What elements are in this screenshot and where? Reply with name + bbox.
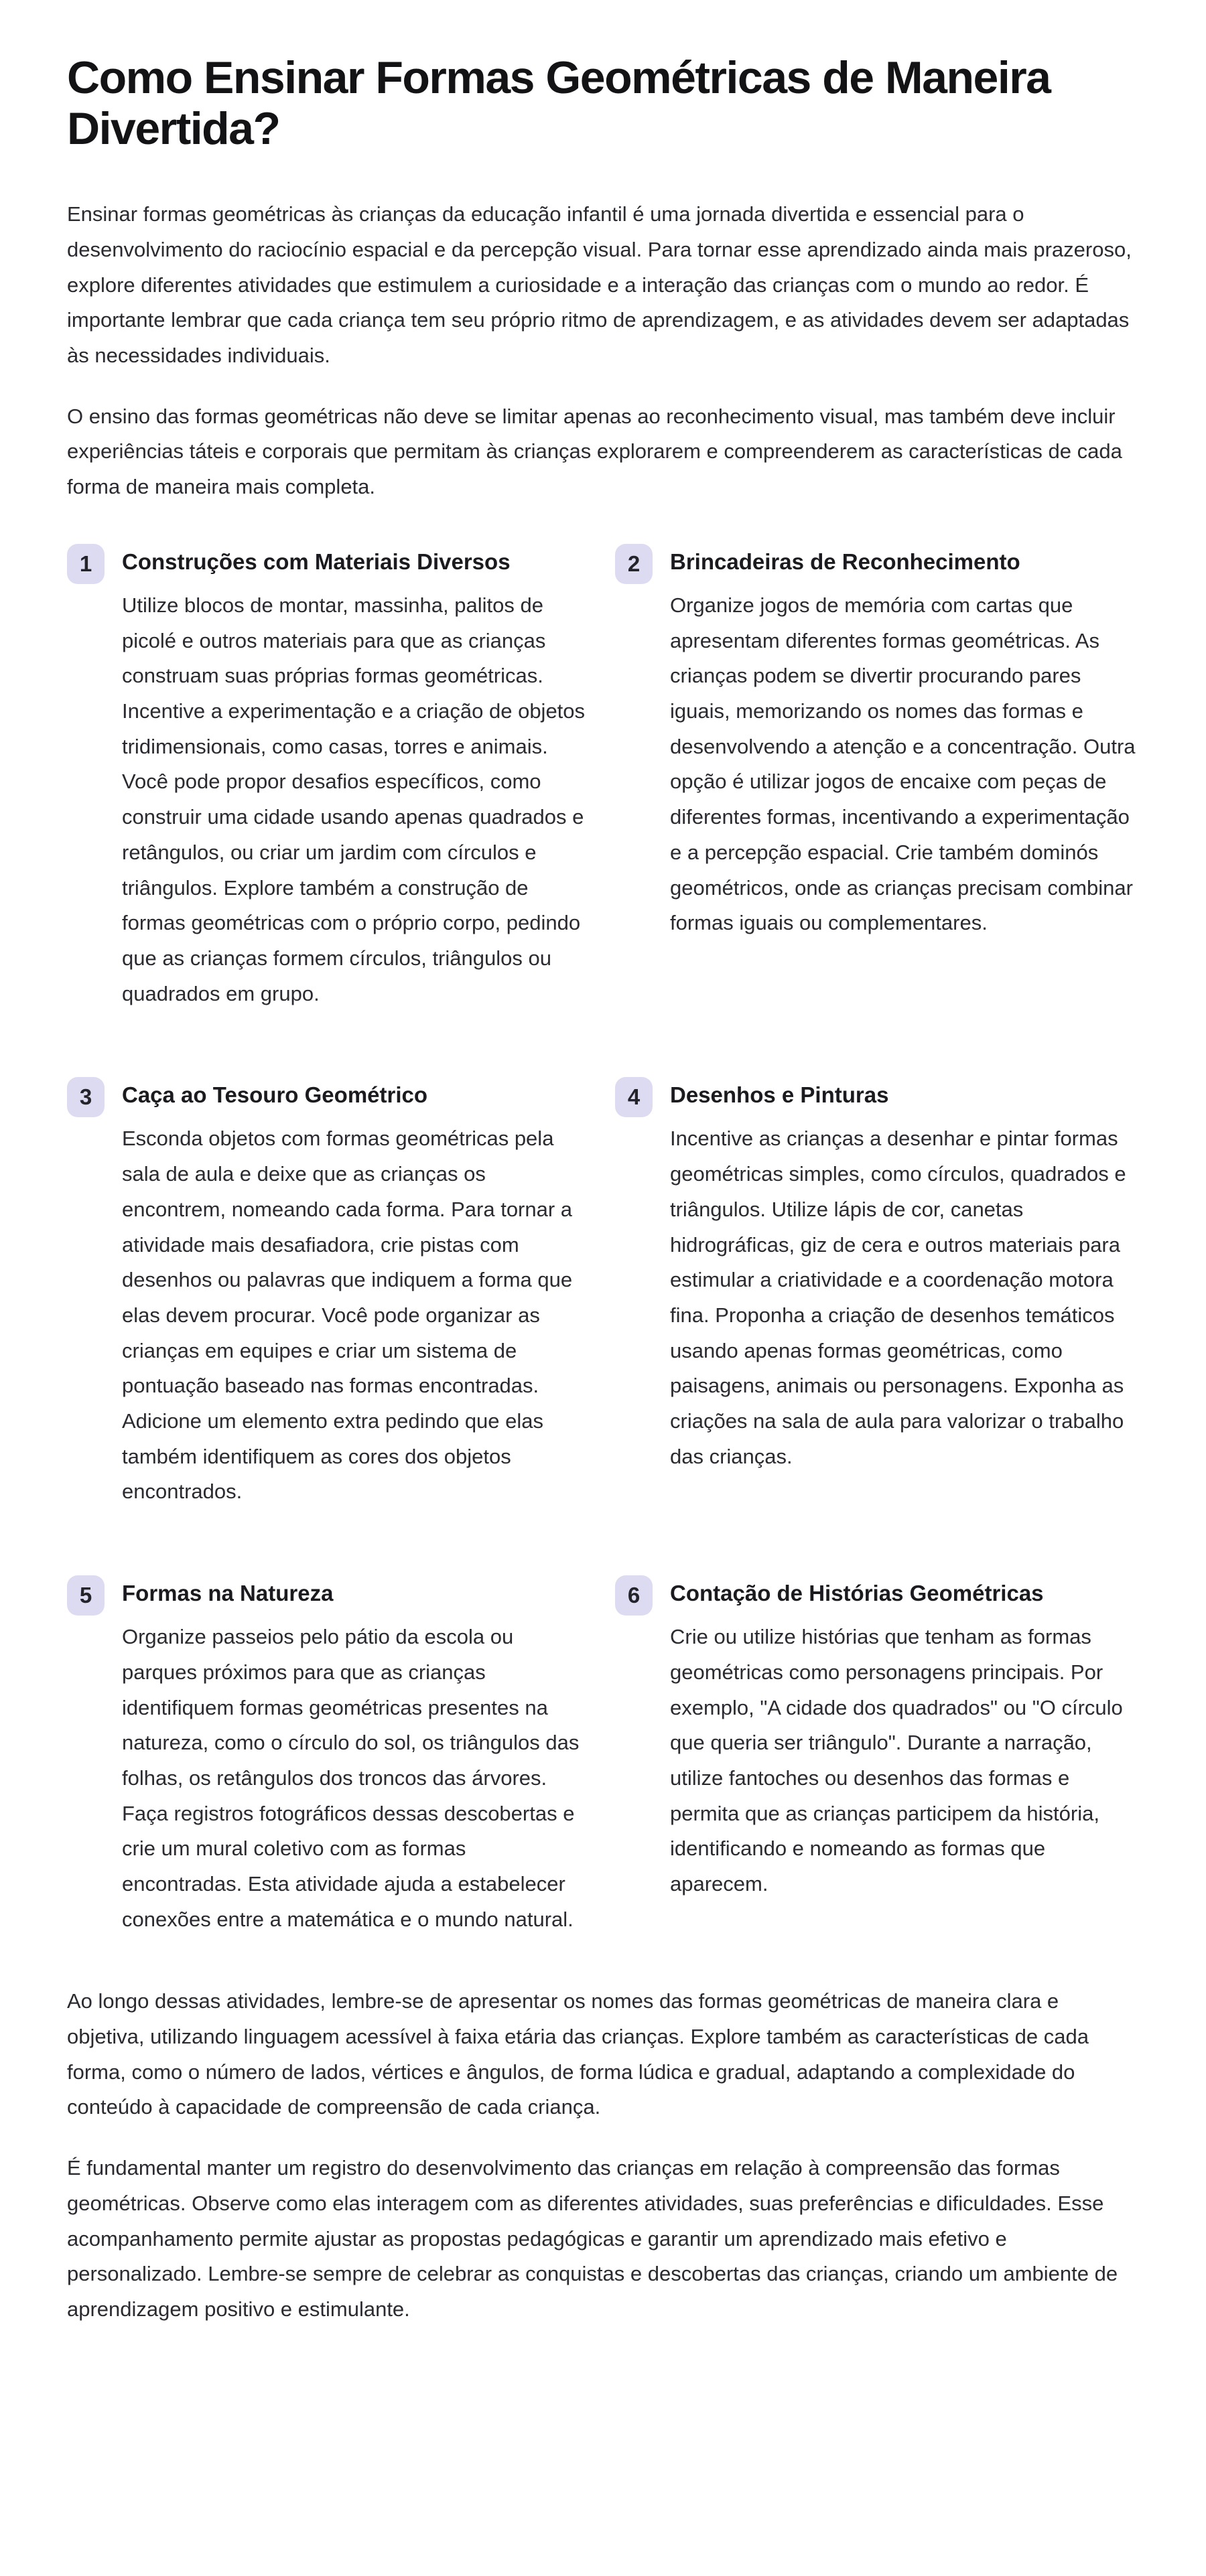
closing-section [67, 1984, 1139, 2327]
activity-item-3 [67, 1076, 591, 1510]
item-content [122, 1574, 591, 1937]
activity-item-1 [67, 543, 591, 1011]
activity-item-2 [615, 543, 1139, 1011]
item-body: Incentive as crianças a desenhar e pintar formas geométricas simples, como círculos, quadrados e triângulos. Utilize lápis de cor, canetas hidrográficas, giz de cera e outros materiais para estimular a criatividade e a coordenação motora fina. Proponha a criação de desenhos temáticos usando apenas formas geométricas, como paisagens, animais ou personagens. Exponha as criações na sala de aula para valorizar o trabalho das crianças. [670, 1127, 1126, 1468]
item-number: 6 [627, 1583, 641, 1607]
item-number-badge [615, 1575, 653, 1616]
outro-paragraph-1: Ao longo dessas atividades, lembre-se de apresentar os nomes das formas geométricas de maneira clara e objetiva, utilizando linguagem acessível à faixa etária das crianças. Explore também as características de cada forma, como o número de lados, vértices e ângulos, de forma lúdica e gradual, adaptando a complexidade do conteúdo à capacidade de compreensão de cada criança. [67, 1989, 1089, 2119]
item-body: Utilize blocos de montar, massinha, palitos de picolé e outros materiais para que as crianças construam suas próprias formas geométricas. Incentive a experimentação e a criação de objetos tridimensionais, como casas, torres e animais. Você pode propor desafios específicos, como construir uma cidade usando apenas quadrados e retângulos, ou criar um jardim com círculos e triângulos. Explore também a construção de formas geométricas com o próprio corpo, pedindo que as crianças formem círculos, triângulos ou quadrados em grupo. [122, 593, 586, 1005]
outro-paragraph-2: É fundamental manter um registro do desenvolvimento das crianças em relação à compreensão das formas geométricas. Observe como elas interagem com as diferentes atividades, suas preferências e dificuldades. Esse acompanhamento permite ajustar as propostas pedagógicas e garantir um aprendizado mais efetivo e personalizado. Lembre-se sempre de celebrar as conquistas e descobertas das crianças, criando um ambiente de aprendizagem positivo e estimulante. [67, 2156, 1118, 2321]
item-title: Contação de Histórias Geométricas [670, 1581, 1044, 1605]
item-title: Brincadeiras de Reconhecimento [670, 549, 1020, 574]
item-content [670, 1574, 1139, 1902]
item-number-badge [67, 1575, 105, 1616]
item-number: 2 [627, 551, 641, 576]
item-content [670, 543, 1139, 941]
item-body: Esconda objetos com formas geométricas pela sala de aula e deixe que as crianças os encontrem, nomeando cada forma. Para tornar a atividade mais desafiadora, crie pistas com desenhos ou palavras que indiquem a forma que elas devem procurar. Você pode organizar as crianças em equipes e criar um sistema de pontuação baseado nas formas encontradas. Adicione um elemento extra pedindo que elas também identifiquem as cores dos objetos encontrados. [122, 1127, 573, 1504]
item-number-badge [615, 544, 653, 584]
item-number-badge [67, 544, 105, 584]
item-body: Organize jogos de memória com cartas que apresentam diferentes formas geométricas. As crianças podem se divertir procurando pares iguais, memorizando os nomes das formas e desenvolvendo a atenção e a concentração. Outra opção é utilizar jogos de encaixe com peças de diferentes formas, incentivando a experimentação e a percepção espacial. Crie também dominós geométricos, onde as crianças precisam combinar formas iguais ou complementares. [670, 593, 1136, 935]
item-title: Desenhos e Pinturas [670, 1082, 889, 1108]
item-number: 5 [79, 1583, 92, 1607]
activity-item-5 [67, 1574, 591, 1937]
item-number: 4 [627, 1084, 641, 1110]
item-body: Crie ou utilize histórias que tenham as formas geométricas como personagens principais. Por exemplo, "A cidade dos quadrados" ou "O círculo que queria ser triângulo". Durante a narração, utilize fantoches ou desenhos das formas e permita que as crianças participem da história, identificando e nomeando as formas que aparecem. [670, 1625, 1123, 1895]
item-content [122, 1076, 591, 1510]
item-title: Formas na Natureza [122, 1581, 334, 1605]
intro-paragraph-1: Ensinar formas geométricas às crianças da educação infantil é uma jornada divertida e essencial para o desenvolvimento do raciocínio espacial e da percepção visual. Para tornar esse aprendizado ainda mais prazeroso, explore diferentes atividades que estimulem a curiosidade e a interação das crianças com o mundo ao redor. É importante lembrar que cada criança tem seu próprio ritmo de aprendizagem, e as atividades devem ser adaptadas às necessidades individuais. [67, 202, 1132, 368]
item-number-badge [615, 1077, 653, 1117]
item-number: 1 [79, 551, 92, 576]
item-body: Organize passeios pelo pátio da escola ou parques próximos para que as crianças identifiquem formas geométricas presentes na natureza, como o círculo do sol, os triângulos das folhas, os retângulos dos troncos das árvores. Faça registros fotográficos dessas descobertas e crie um mural coletivo com as formas encontradas. Esta atividade ajuda a estabelecer conexões entre a matemática e o mundo natural. [122, 1625, 580, 1931]
activities-grid [67, 543, 1139, 1938]
item-content [670, 1076, 1139, 1474]
item-title: Construções com Materiais Diversos [122, 549, 511, 574]
intro-paragraph-2: O ensino das formas geométricas não deve se limitar apenas ao reconhecimento visual, mas também deve incluir experiências táteis e corporais que permitam às crianças explorarem e compreenderem as características de cada forma de maneira mais completa. [67, 404, 1122, 499]
item-title: Caça ao Tesouro Geométrico [122, 1082, 428, 1108]
item-number-badge [67, 1077, 105, 1117]
item-number: 3 [79, 1084, 92, 1110]
page-title: Como Ensinar Formas Geométricas de Maneira Divertida? [67, 52, 1051, 155]
activity-item-4 [615, 1076, 1139, 1510]
item-content [122, 543, 591, 1011]
activity-item-6 [615, 1574, 1139, 1937]
